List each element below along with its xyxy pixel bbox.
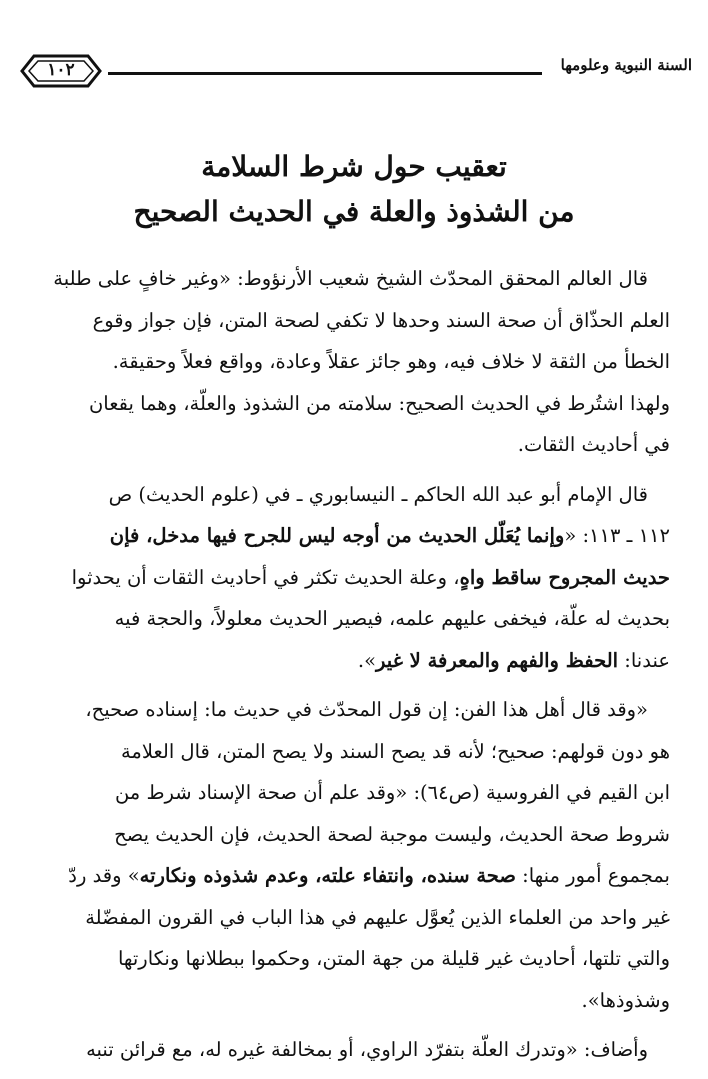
text-run: ».: [357, 648, 377, 672]
text-line: [38, 855, 670, 897]
text-line: [38, 557, 670, 599]
text-line: قال العالم المحقق المحدّث الشيخ شعيب الأرنؤوط: «وغير خافٍ على طلبة: [53, 267, 648, 290]
text-run: بمجموع أمور منها:: [515, 864, 670, 887]
quote-bold: وإنما يُعَلّل الحديث من أوجه ليس للجرح فيها مدخل، فإن: [109, 524, 565, 547]
text-line: غير واحد من العلماء الذين يُعوَّل عليهم في هذا الباب في القرون المفضّلة: [85, 905, 670, 929]
text-line: الخطأ من الثقة لا خلاف فيه، وهو جائز عقلاً وعادة، وواقع فعلاً وحقيقة.: [112, 350, 670, 373]
page-number: ١٠٢: [47, 60, 75, 80]
text-run: ١١٢ ـ ١١٣: «: [564, 524, 670, 547]
text-run: ، وعلة الحديث تكثر في أحاديث الثقات أن يحدثوا: [71, 565, 460, 589]
running-title: السنة النبوية وعلومها: [560, 56, 692, 74]
text-line: قال الإمام أبو عبد الله الحاكم ـ النيسابوري ـ في (علوم الحديث) ص: [108, 482, 648, 506]
text-line: ابن القيم في الفروسية (ص٦٤): «وقد علم أن صحة الإسناد شرط من: [114, 781, 670, 804]
text-line: في أحاديث الثقات.: [517, 433, 670, 456]
quote-bold: الحفظ والفهم والمعرفة لا غير: [376, 648, 619, 672]
page-header: [20, 50, 692, 96]
text-line: والتي تلتها، أحاديث غير قليلة من جهة المتن، وحكموا ببطلانها ونكارتها: [117, 947, 670, 970]
text-run: » وقد ردّ: [68, 864, 140, 887]
section-title-line-1: تعقيب حول شرط السلامة: [201, 150, 507, 183]
article-body: [38, 258, 670, 1079]
quote-bold: حديث المجروح ساقط واهٍ: [459, 565, 670, 589]
text-line: بحديث له علّة، فيخفى عليهم علمه، فيصير الحديث معلولاً، والحجة فيه: [114, 607, 670, 630]
text-run: عندنا:: [618, 648, 670, 672]
paragraph-4: [38, 1029, 670, 1071]
text-line: وشذوذها».: [581, 988, 670, 1012]
text-line: [38, 640, 670, 682]
text-line: «وقد قال أهل هذا الفن: إن قول المحدّث في حديث ما: إسناده صحيح،: [85, 698, 648, 721]
text-line: هو دون قولهم: صحيح؛ لأنه قد يصح السند ولا يصح المتن، قال العلامة: [120, 739, 670, 763]
text-line: شروط صحة الحديث، وليست موجبة لصحة الحديث، فإن الحديث يصح: [114, 822, 670, 846]
text-line: ولهذا اشتُرط في الحديث الصحيح: سلامته من الشذوذ والعلّة، وهما يقعان: [88, 391, 670, 415]
text-line: العلم الحذّاق أن صحة السند وحدها لا تكفي لصحة المتن، فإن جواز وقوع: [92, 308, 670, 332]
paragraph-3: [38, 689, 670, 1021]
quote-bold: صحة سنده، وانتفاء علته، وعدم شذوذه ونكارته: [139, 864, 516, 887]
paragraph-1: [38, 258, 670, 466]
paragraph-2: [38, 474, 670, 682]
page-number-badge: [20, 52, 102, 90]
header-rule: [108, 72, 542, 75]
text-line: وأضاف: «وتدرك العلّة بتفرّد الراوي، أو بمخالفة غيره له، مع قرائن تنبه: [86, 1038, 648, 1061]
section-title-line-2: من الشذوذ والعلة في الحديث الصحيح: [133, 195, 575, 228]
text-line: [38, 515, 670, 557]
